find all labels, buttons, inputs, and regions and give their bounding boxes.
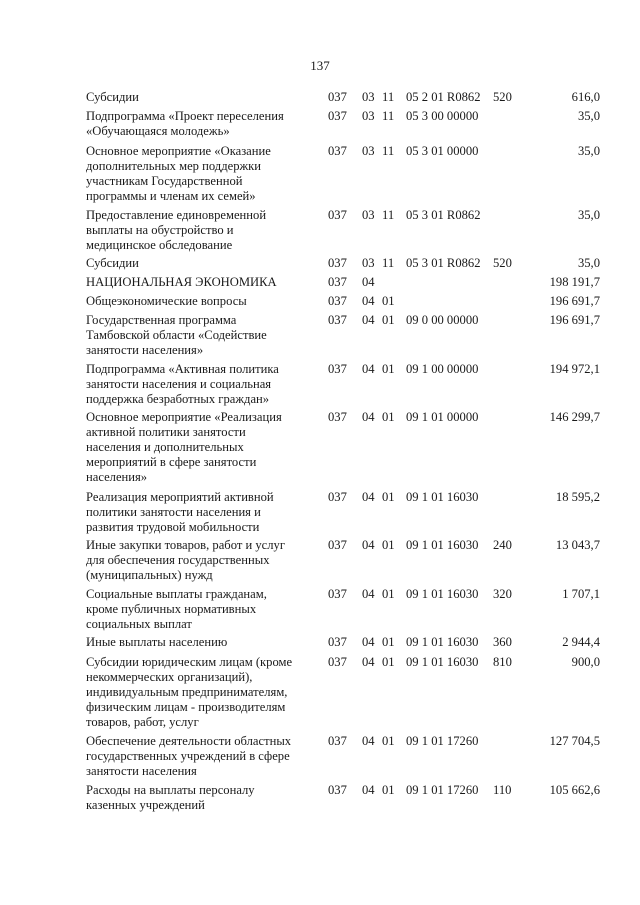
row-rz: 04 (362, 490, 375, 504)
row-csr: 09 1 01 17260 (406, 783, 479, 797)
row-ved: 037 (328, 294, 347, 308)
row-rz: 04 (362, 655, 375, 669)
row-csr: 09 0 00 00000 (406, 313, 479, 327)
row-ved: 037 (328, 538, 347, 552)
row-pr: 01 (382, 635, 395, 649)
row-description: Субсидии юридическим лицам (кроме некоммерческих организаций), индивидуальным предпринимателям, физическим лицам - производителям товаров, работ, услуг (86, 655, 293, 729)
row-pr: 01 (382, 655, 395, 669)
row-description: НАЦИОНАЛЬНАЯ ЭКОНОМИКА (86, 275, 277, 289)
row-pr: 01 (382, 783, 395, 797)
row-rz: 03 (362, 256, 375, 270)
row-rz: 03 (362, 109, 375, 123)
row-description: Реализация мероприятий активной политики занятости населения и развития трудовой мобильности (86, 490, 274, 534)
row-sum: 105 662,6 (549, 783, 600, 797)
row-csr: 05 3 01 R0862 (406, 208, 481, 222)
row-sum: 900,0 (571, 655, 600, 669)
row-csr: 09 1 01 16030 (406, 635, 479, 649)
row-description: Социальные выплаты гражданам, кроме публичных нормативных социальных выплат (86, 587, 267, 631)
row-sum: 146 299,7 (549, 410, 600, 424)
row-ved: 037 (328, 313, 347, 327)
row-sum: 35,0 (577, 208, 600, 222)
row-csr: 09 1 01 17260 (406, 734, 479, 748)
row-pr: 11 (382, 144, 395, 158)
row-pr: 11 (382, 208, 395, 222)
row-vr: 520 (493, 90, 512, 104)
row-sum: 194 972,1 (549, 362, 600, 376)
row-vr: 360 (493, 635, 512, 649)
row-pr: 01 (382, 313, 395, 327)
row-pr: 01 (382, 587, 395, 601)
row-ved: 037 (328, 256, 347, 270)
row-description: Подпрограмма «Проект переселения «Обучающаяся молодежь» (86, 109, 284, 138)
row-vr: 810 (493, 655, 512, 669)
row-vr: 520 (493, 256, 512, 270)
row-ved: 037 (328, 655, 347, 669)
row-rz: 04 (362, 587, 375, 601)
row-sum: 196 691,7 (549, 313, 600, 327)
row-pr: 01 (382, 362, 395, 376)
row-vr: 240 (493, 538, 512, 552)
row-rz: 03 (362, 208, 375, 222)
row-pr: 01 (382, 490, 395, 504)
row-ved: 037 (328, 109, 347, 123)
row-ved: 037 (328, 275, 347, 289)
row-pr: 01 (382, 294, 395, 308)
row-rz: 04 (362, 783, 375, 797)
row-description: Основное мероприятие «Оказание дополнительных мер поддержки участникам Государственной программы и членам их семей» (86, 144, 271, 203)
row-description: Основное мероприятие «Реализация активной политики занятости населения и дополнительных мероприятий в сфере занятости населения» (86, 410, 282, 484)
row-pr: 11 (382, 90, 395, 104)
row-pr: 11 (382, 256, 395, 270)
row-rz: 04 (362, 734, 375, 748)
row-vr: 110 (493, 783, 512, 797)
row-description: Предоставление единовременной выплаты на обустройство и медицинское обследование (86, 208, 267, 252)
row-sum: 1 707,1 (562, 587, 600, 601)
row-sum: 2 944,4 (562, 635, 600, 649)
row-pr: 01 (382, 734, 395, 748)
page-number: 137 (310, 58, 330, 73)
row-description: Субсидии (86, 256, 139, 270)
row-ved: 037 (328, 783, 347, 797)
row-sum: 127 704,5 (549, 734, 600, 748)
row-sum: 35,0 (577, 109, 600, 123)
row-pr: 11 (382, 109, 395, 123)
row-ved: 037 (328, 410, 347, 424)
row-description: Подпрограмма «Активная политика занятости населения и социальная поддержка безработных граждан» (86, 362, 279, 406)
row-sum: 196 691,7 (549, 294, 600, 308)
row-rz: 04 (362, 410, 375, 424)
row-rz: 03 (362, 144, 375, 158)
row-ved: 037 (328, 144, 347, 158)
row-ved: 037 (328, 362, 347, 376)
row-pr: 01 (382, 410, 395, 424)
row-rz: 03 (362, 90, 375, 104)
row-sum: 13 043,7 (555, 538, 600, 552)
row-ved: 037 (328, 490, 347, 504)
row-vr: 320 (493, 587, 512, 601)
row-ved: 037 (328, 90, 347, 104)
row-sum: 35,0 (577, 144, 600, 158)
row-csr: 09 1 00 00000 (406, 362, 479, 376)
row-csr: 05 3 01 R0862 (406, 256, 481, 270)
row-rz: 04 (362, 635, 375, 649)
row-ved: 037 (328, 734, 347, 748)
row-sum: 616,0 (571, 90, 600, 104)
row-rz: 04 (362, 313, 375, 327)
row-rz: 04 (362, 362, 375, 376)
row-csr: 05 2 01 R0862 (406, 90, 481, 104)
row-csr: 05 3 00 00000 (406, 109, 479, 123)
row-csr: 09 1 01 16030 (406, 655, 479, 669)
row-csr: 09 1 01 16030 (406, 587, 479, 601)
row-ved: 037 (328, 635, 347, 649)
row-sum: 198 191,7 (549, 275, 600, 289)
row-rz: 04 (362, 538, 375, 552)
row-csr: 09 1 01 00000 (406, 410, 479, 424)
row-pr: 01 (382, 538, 395, 552)
row-rz: 04 (362, 294, 375, 308)
row-csr: 09 1 01 16030 (406, 538, 479, 552)
row-ved: 037 (328, 587, 347, 601)
row-description: Субсидии (86, 90, 139, 104)
row-csr: 09 1 01 16030 (406, 490, 479, 504)
row-sum: 18 595,2 (555, 490, 600, 504)
row-description: Общеэкономические вопросы (86, 294, 247, 308)
row-description: Обеспечение деятельности областных государственных учреждений в сфере занятости населения (86, 734, 292, 778)
row-rz: 04 (362, 275, 375, 289)
row-description: Расходы на выплаты персоналу казенных учреждений (86, 783, 255, 812)
row-description: Иные выплаты населению (86, 635, 228, 649)
row-sum: 35,0 (577, 256, 600, 270)
row-description: Государственная программа Тамбовской области «Содействие занятости населения» (86, 313, 267, 357)
row-csr: 05 3 01 00000 (406, 144, 479, 158)
row-ved: 037 (328, 208, 347, 222)
row-description: Иные закупки товаров, работ и услуг для обеспечения государственных (муниципальных) нужд (86, 538, 286, 582)
